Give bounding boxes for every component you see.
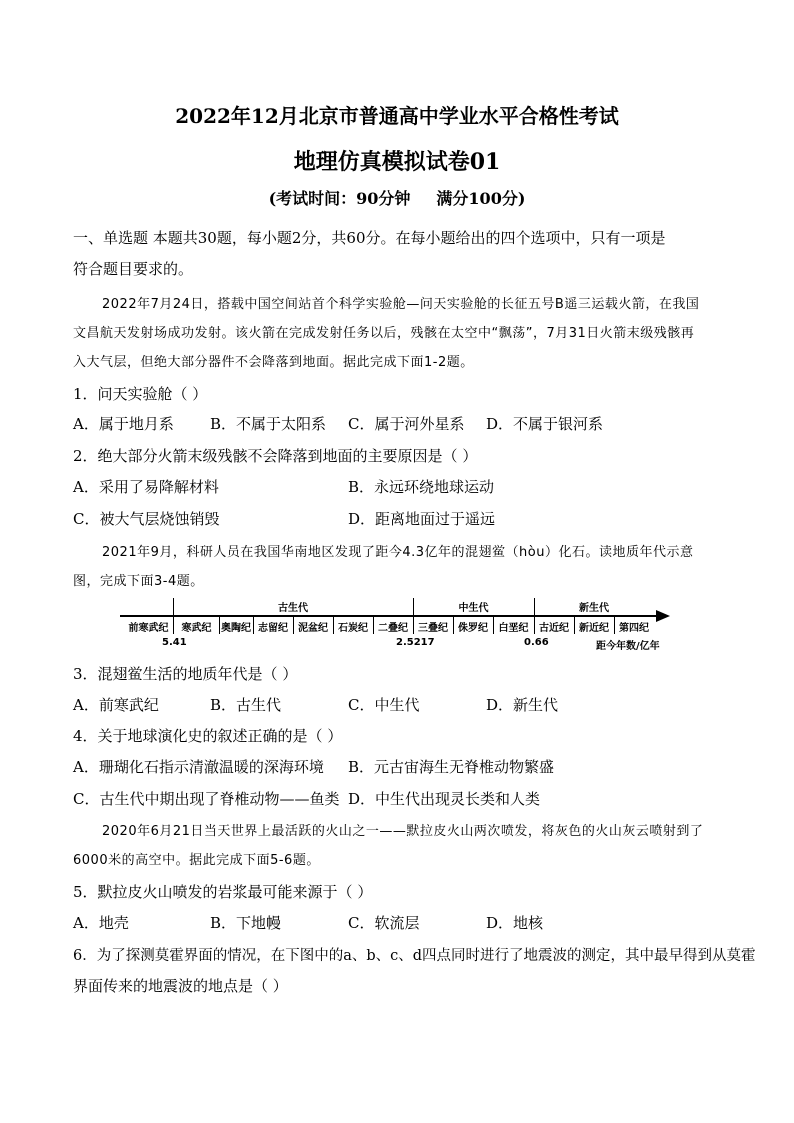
q4-option-a[interactable]: A．珊瑚化石指示清澈温暖的深海环境 [73,758,324,776]
q2-option-b[interactable]: B．永远环绕地球运动 [348,478,495,496]
q3-option-d[interactable]: D．新生代 [486,696,559,714]
q4-stem: 4．关于地球演化史的叙述正确的是（ ） [73,727,343,745]
mark-0-66: 0.66 [524,637,549,648]
q5-option-a[interactable]: A．地壳 [73,914,129,932]
q6-stem-line1: 6．为了探测莫霍界面的情况，在下图中的a、b、c、d四点同时进行了地震波的测定，其中最早得到从莫霍 [73,948,756,964]
q1-stem: 1．问天实验舱（ ） [73,385,208,403]
q5-option-b[interactable]: B．下地幔 [210,914,282,932]
q4-option-b[interactable]: B．元古宙海生无脊椎动物繁盛 [348,758,555,776]
mark-5-41: 5.41 [162,637,187,648]
section-heading-line2: 符合题目要求的。 [73,260,194,278]
period-devonian: 泥盆纪 [298,623,328,634]
axis-unit-label: 距今年数/亿年 [596,641,660,652]
passage1-line3: 入大气层，但绝大部分器件不会降落到地面。据此完成下面1-2题。 [73,355,474,370]
passage1-line1: 2022年7月24日，搭载中国空间站首个科学实验舱—问天实验舱的长征五号B遥三运载火箭，在我国 [102,297,700,312]
period-permian: 二叠纪 [378,623,408,634]
passage2-line2: 图，完成下面3-4题。 [73,574,204,589]
q4-option-c[interactable]: C．古生代中期出现了脊椎动物——鱼类 [73,790,340,808]
q1-option-b[interactable]: B．不属于太阳系 [210,415,327,433]
q1-option-c[interactable]: C．属于河外星系 [348,415,465,433]
exam-subtitle: 地理仿真模拟试卷01 [293,149,501,175]
exam-title: 2022年12月北京市普通高中学业水平合格性考试 [175,104,619,128]
period-ordovician: 奥陶纪 [221,623,251,634]
era-mesozoic: 中生代 [458,603,489,614]
passage1-line2: 文昌航天发射场成功发射。该火箭在完成发射任务以后，残骸在太空中“飘荡”，7月31日火箭末级残骸再 [73,326,695,341]
period-cambrian: 寒武纪 [181,623,212,634]
q1-option-a[interactable]: A．属于地月系 [73,415,174,433]
geologic-timeline [120,596,680,656]
q5-option-c[interactable]: C．软流层 [348,914,420,932]
period-precambrian: 前寒武纪 [128,623,169,634]
q2-option-c[interactable]: C．被大气层烧蚀销毁 [73,510,220,528]
q3-option-a[interactable]: A．前寒武纪 [73,696,159,714]
period-triassic: 三叠纪 [418,623,448,634]
q4-option-d[interactable]: D．中生代出现灵长类和人类 [348,790,541,808]
era-paleozoic: 古生代 [278,603,308,614]
period-quaternary: 第四纪 [619,623,649,634]
q5-option-d[interactable]: D．地核 [486,914,544,932]
q2-option-a[interactable]: A．采用了易降解材料 [73,478,219,496]
exam-score: 满分100分) [436,189,526,208]
exam-time-score [0,186,794,209]
q2-stem: 2．绝大部分火箭末级残骸不会降落到地面的主要原因是（ ） [73,447,478,465]
passage3-line1: 2020年6月21日当天世界上最活跃的火山之一——默拉皮火山两次喷发，将灰色的火山灰云喷射到了 [102,824,704,839]
period-cretaceous: 白垩纪 [498,623,529,634]
q2-option-d[interactable]: D．距离地面过于遥远 [348,510,496,528]
period-neogene: 新近纪 [579,623,609,634]
period-paleogene: 古近纪 [539,623,569,634]
timeline-axis [120,615,660,617]
passage2-line1: 2021年9月，科研人员在我国华南地区发现了距今4.3亿年的混翅鲎（hòu）化石。读地质年代示意 [102,545,694,560]
q1-option-d[interactable]: D．不属于银河系 [486,415,604,433]
timeline-arrow-icon [656,610,670,622]
q3-option-c[interactable]: C．中生代 [348,696,420,714]
q3-option-b[interactable]: B．古生代 [210,696,282,714]
period-silurian: 志留纪 [258,623,288,634]
q6-stem-line2: 界面传来的地震波的地点是（ ） [73,977,288,995]
section-heading-line1: 一、单选题 本题共30题，每小题2分，共60分。在每小题给出的四个选项中，只有一项是 [73,229,666,247]
period-carboniferous: 石炭纪 [338,623,368,634]
period-jurassic: 侏罗纪 [458,623,488,634]
exam-time: (考试时间：90分钟 [268,189,411,208]
mark-2-5217: 2.5217 [396,637,435,648]
passage3-line2: 6000米的高空中。据此完成下面5-6题。 [73,853,320,868]
q3-stem: 3．混翅鲎生活的地质年代是（ ） [73,665,298,683]
q5-stem: 5．默拉皮火山喷发的岩浆最可能来源于（ ） [73,883,373,901]
era-cenozoic: 新生代 [579,603,609,614]
